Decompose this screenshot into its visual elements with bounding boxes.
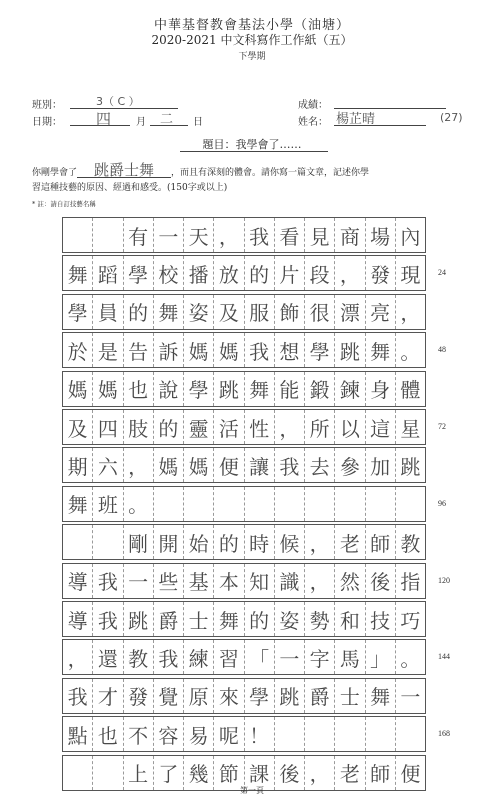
grid-cell bbox=[366, 487, 396, 521]
grid-cell: 士 bbox=[335, 679, 365, 713]
grid-cell: 及 bbox=[214, 295, 244, 329]
grid-cell: 士 bbox=[184, 602, 214, 636]
grid-cell: 段 bbox=[305, 256, 335, 290]
grid-cell: 跳 bbox=[124, 602, 154, 636]
grid-cell: 節 bbox=[214, 756, 244, 790]
grid-cell: 班 bbox=[93, 487, 123, 521]
grid-cell: 一 bbox=[154, 218, 184, 252]
grid-cell: 師 bbox=[366, 525, 396, 559]
grid-cell: 上 bbox=[124, 756, 154, 790]
class-value: 3（ C ） bbox=[96, 95, 140, 108]
grid-cell: 原 bbox=[184, 679, 214, 713]
grid-cell: 技 bbox=[366, 602, 396, 636]
grid-cell: ， bbox=[335, 256, 365, 290]
grid-cell bbox=[93, 218, 123, 252]
grid-cell: 容 bbox=[154, 717, 184, 751]
day-value: 二 bbox=[160, 112, 174, 127]
grid-cell: 覺 bbox=[154, 679, 184, 713]
student-number: (27) bbox=[440, 111, 463, 124]
grid-cell: 媽 bbox=[214, 333, 244, 367]
score-label: 成績： bbox=[298, 100, 328, 111]
grid-cell: ， bbox=[63, 640, 93, 674]
instructions-line-2: 習這種技藝的原因、經過和感受。(150字或以上) bbox=[32, 183, 228, 193]
grid-cell: 鍊 bbox=[335, 372, 365, 406]
grid-cell: 內 bbox=[400, 224, 421, 249]
class-label: 班別： bbox=[32, 100, 62, 111]
grid-cell: 爵 bbox=[305, 679, 335, 713]
grid-row bbox=[62, 601, 426, 637]
grid-cell: 便 bbox=[400, 762, 421, 787]
grid-cell: 期 bbox=[63, 448, 93, 482]
grid-cell bbox=[335, 487, 365, 521]
grid-cell: 字 bbox=[305, 640, 335, 674]
grid-cell: 識 bbox=[275, 564, 305, 598]
instructions-rest: ，而且有深刻的體會。請你寫一篇文章，記述你學 bbox=[171, 168, 370, 178]
grid-cell: 飾 bbox=[275, 295, 305, 329]
name-value: 楊芷晴 bbox=[336, 112, 376, 127]
character-count: 72 bbox=[438, 422, 446, 431]
grid-cell: 和 bbox=[335, 602, 365, 636]
term-label: 下學期 bbox=[238, 52, 266, 62]
grid-cell: 了 bbox=[154, 756, 184, 790]
grid-cell: 校 bbox=[154, 256, 184, 290]
grid-cell: 告 bbox=[124, 333, 154, 367]
grid-cell: 能 bbox=[275, 372, 305, 406]
grid-cell: 跳 bbox=[335, 333, 365, 367]
grid-cell bbox=[184, 487, 214, 521]
grid-cell: 練 bbox=[184, 640, 214, 674]
grid-cell: 姿 bbox=[184, 295, 214, 329]
grid-cell: 有 bbox=[124, 218, 154, 252]
grid-cell bbox=[214, 487, 244, 521]
grid-row bbox=[62, 255, 426, 291]
grid-cell: 的 bbox=[124, 295, 154, 329]
grid-cell: 四 bbox=[93, 410, 123, 444]
grid-cell: 的 bbox=[154, 410, 184, 444]
grid-cell: 來 bbox=[214, 679, 244, 713]
grid-cell: 基 bbox=[184, 564, 214, 598]
grid-cell: 這 bbox=[366, 410, 396, 444]
grid-cell: 導 bbox=[63, 602, 93, 636]
grid-cell: 呢 bbox=[214, 717, 244, 751]
grid-cell: 些 bbox=[154, 564, 184, 598]
grid-cell bbox=[245, 487, 275, 521]
grid-cell: 員 bbox=[93, 295, 123, 329]
name-label: 姓名： bbox=[298, 117, 328, 128]
character-count: 168 bbox=[438, 729, 450, 739]
grid-row bbox=[62, 217, 426, 253]
grid-cell: 還 bbox=[93, 640, 123, 674]
grid-cell: 巧 bbox=[400, 608, 421, 633]
grid-row bbox=[62, 294, 426, 330]
grid-cell: 跳 bbox=[400, 454, 421, 479]
grid-cell: 加 bbox=[366, 448, 396, 482]
grid-cell: 也 bbox=[124, 372, 154, 406]
grid-cell: 肢 bbox=[124, 410, 154, 444]
grid-cell: 學 bbox=[124, 256, 154, 290]
grid-cell: 舞 bbox=[366, 679, 396, 713]
grid-cell: 亮 bbox=[366, 295, 396, 329]
note-text: * 註：請自訂技藝名稱 bbox=[32, 200, 96, 208]
grid-cell: ， bbox=[275, 410, 305, 444]
month-value: 四 bbox=[96, 110, 112, 128]
grid-cell: 習 bbox=[214, 640, 244, 674]
grid-cell bbox=[396, 717, 425, 751]
grid-cell: 片 bbox=[275, 256, 305, 290]
grid-row bbox=[62, 486, 426, 522]
grid-cell: 點 bbox=[63, 717, 93, 751]
grid-cell: 靈 bbox=[184, 410, 214, 444]
grid-cell: 老 bbox=[335, 756, 365, 790]
character-count: 48 bbox=[438, 345, 446, 355]
grid-cell bbox=[305, 717, 335, 751]
grid-cell: 舞 bbox=[154, 295, 184, 329]
grid-cell: 」 bbox=[366, 640, 396, 674]
grid-row bbox=[62, 447, 426, 483]
grid-cell: 我 bbox=[154, 640, 184, 674]
grid-cell: 爵 bbox=[154, 602, 184, 636]
grid-cell: ， bbox=[305, 525, 335, 559]
grid-cell: 學 bbox=[305, 333, 335, 367]
grid-cell: 舞 bbox=[366, 333, 396, 367]
grid-cell: 現 bbox=[400, 262, 421, 287]
grid-cell: 媽 bbox=[184, 448, 214, 482]
grid-cell: 活 bbox=[214, 410, 244, 444]
grid-cell: 身 bbox=[366, 372, 396, 406]
grid-cell: 導 bbox=[63, 564, 93, 598]
grid-cell: 舞 bbox=[63, 487, 93, 521]
grid-cell: 說 bbox=[154, 372, 184, 406]
grid-cell bbox=[396, 487, 425, 521]
grid-cell: 指 bbox=[400, 570, 421, 595]
character-count: 144 bbox=[438, 652, 450, 662]
grid-cell: 「 bbox=[245, 640, 275, 674]
grid-cell: 媽 bbox=[154, 448, 184, 482]
grid-cell: 易 bbox=[184, 717, 214, 751]
page-number: 第一頁 bbox=[240, 786, 264, 795]
grid-cell: 蹈 bbox=[93, 256, 123, 290]
grid-cell: 六 bbox=[93, 448, 123, 482]
topic-underline bbox=[180, 151, 328, 152]
grid-row bbox=[62, 409, 426, 445]
grid-cell: ， bbox=[305, 564, 335, 598]
grid-cell: 我 bbox=[245, 218, 275, 252]
date-label: 日期： bbox=[32, 117, 62, 128]
grid-cell: 課 bbox=[245, 756, 275, 790]
grid-cell: 是 bbox=[93, 333, 123, 367]
grid-cell: 跳 bbox=[275, 679, 305, 713]
grid-cell: 我 bbox=[93, 602, 123, 636]
grid-cell: 時 bbox=[245, 525, 275, 559]
grid-cell: 我 bbox=[93, 564, 123, 598]
grid-cell: 的 bbox=[245, 256, 275, 290]
grid-cell: 讓 bbox=[245, 448, 275, 482]
worksheet-title: 2020-2021 中文科寫作工作紙（五） bbox=[151, 33, 353, 47]
grid-cell: 本 bbox=[214, 564, 244, 598]
grid-cell: 才 bbox=[93, 679, 123, 713]
grid-cell: 始 bbox=[184, 525, 214, 559]
grid-cell: 商 bbox=[335, 218, 365, 252]
grid-cell: 媽 bbox=[184, 333, 214, 367]
grid-cell: ， bbox=[124, 448, 154, 482]
grid-cell: 師 bbox=[366, 756, 396, 790]
grid-cell: 勢 bbox=[305, 602, 335, 636]
instructions-line-1 bbox=[32, 163, 482, 180]
grid-cell bbox=[366, 717, 396, 751]
grid-cell: 一 bbox=[124, 564, 154, 598]
character-count: 24 bbox=[438, 268, 446, 278]
grid-cell: 發 bbox=[366, 256, 396, 290]
grid-cell: ！ bbox=[245, 717, 275, 751]
grid-row bbox=[62, 371, 426, 407]
grid-cell: 教 bbox=[400, 531, 421, 556]
grid-cell: 的 bbox=[214, 525, 244, 559]
grid-cell: ， bbox=[400, 301, 421, 326]
grid-cell: 的 bbox=[245, 602, 275, 636]
grid-cell: 看 bbox=[275, 218, 305, 252]
grid-cell: 想 bbox=[275, 333, 305, 367]
grid-cell bbox=[63, 218, 93, 252]
grid-cell: 教 bbox=[124, 640, 154, 674]
grid-cell: 天 bbox=[184, 218, 214, 252]
grid-cell: 學 bbox=[63, 295, 93, 329]
grid-cell: 老 bbox=[335, 525, 365, 559]
grid-cell: 所 bbox=[305, 410, 335, 444]
grid-cell: 知 bbox=[245, 564, 275, 598]
grid-cell: 參 bbox=[335, 448, 365, 482]
grid-cell bbox=[335, 717, 365, 751]
grid-cell: 馬 bbox=[335, 640, 365, 674]
grid-cell: 漂 bbox=[335, 295, 365, 329]
grid-cell: 性 bbox=[245, 410, 275, 444]
grid-cell: 幾 bbox=[184, 756, 214, 790]
day-label: 日 bbox=[193, 117, 203, 128]
grid-cell: 舞 bbox=[63, 256, 93, 290]
grid-cell: 媽 bbox=[93, 372, 123, 406]
grid-cell: 也 bbox=[93, 717, 123, 751]
grid-cell: ， bbox=[305, 756, 335, 790]
grid-cell: 。 bbox=[124, 487, 154, 521]
school-name: 中華基督教會基法小學（油塘） bbox=[153, 18, 350, 33]
grid-cell: 學 bbox=[184, 372, 214, 406]
grid-cell: 。 bbox=[400, 339, 421, 364]
grid-cell: 於 bbox=[63, 333, 93, 367]
grid-row bbox=[62, 639, 426, 675]
grid-cell: 一 bbox=[275, 640, 305, 674]
grid-row bbox=[62, 678, 426, 714]
grid-cell: 我 bbox=[63, 679, 93, 713]
grid-row bbox=[62, 332, 426, 368]
grid-cell: 見 bbox=[305, 218, 335, 252]
grid-cell: 服 bbox=[245, 295, 275, 329]
essay-topic: 題目：我學會了…… bbox=[202, 138, 302, 151]
grid-cell bbox=[154, 487, 184, 521]
grid-cell: 後 bbox=[366, 564, 396, 598]
grid-cell: 候 bbox=[275, 525, 305, 559]
instructions-prefix: 你剛學會了 bbox=[32, 168, 78, 178]
grid-cell bbox=[275, 487, 305, 521]
grid-cell: 姿 bbox=[275, 602, 305, 636]
grid-cell: 放 bbox=[214, 256, 244, 290]
grid-cell: 星 bbox=[400, 416, 421, 441]
grid-cell: 一 bbox=[400, 685, 421, 710]
grid-cell: 以 bbox=[335, 410, 365, 444]
grid-cell: 播 bbox=[184, 256, 214, 290]
grid-cell: 學 bbox=[245, 679, 275, 713]
grid-cell: 開 bbox=[154, 525, 184, 559]
character-count: 120 bbox=[438, 575, 450, 585]
grid-cell: ， bbox=[214, 218, 244, 252]
grid-cell: 便 bbox=[214, 448, 244, 482]
grid-cell bbox=[275, 717, 305, 751]
grid-row bbox=[62, 563, 426, 599]
grid-cell: 我 bbox=[275, 448, 305, 482]
grid-cell: 場 bbox=[366, 218, 396, 252]
grid-cell: 鍛 bbox=[305, 372, 335, 406]
grid-row bbox=[62, 716, 426, 752]
grid-cell: 舞 bbox=[214, 602, 244, 636]
grid-cell: 去 bbox=[305, 448, 335, 482]
grid-cell: 體 bbox=[400, 378, 421, 403]
grid-cell: 。 bbox=[400, 646, 421, 671]
grid-cell: 發 bbox=[124, 679, 154, 713]
character-count: 96 bbox=[438, 498, 446, 508]
month-label: 月 bbox=[136, 117, 146, 128]
skill-value: 跳爵士舞 bbox=[77, 163, 171, 178]
grid-cell: 跳 bbox=[214, 372, 244, 406]
grid-cell: 媽 bbox=[63, 372, 93, 406]
grid-cell bbox=[93, 525, 123, 559]
grid-cell: 訴 bbox=[154, 333, 184, 367]
grid-cell: 不 bbox=[124, 717, 154, 751]
grid-cell: 然 bbox=[335, 564, 365, 598]
grid-row bbox=[62, 524, 426, 560]
grid-cell: 剛 bbox=[124, 525, 154, 559]
grid-cell: 及 bbox=[63, 410, 93, 444]
grid-cell: 舞 bbox=[245, 372, 275, 406]
grid-cell: 後 bbox=[275, 756, 305, 790]
grid-cell bbox=[63, 525, 93, 559]
grid-cell: 很 bbox=[305, 295, 335, 329]
grid-cell: 我 bbox=[245, 333, 275, 367]
grid-cell bbox=[305, 487, 335, 521]
